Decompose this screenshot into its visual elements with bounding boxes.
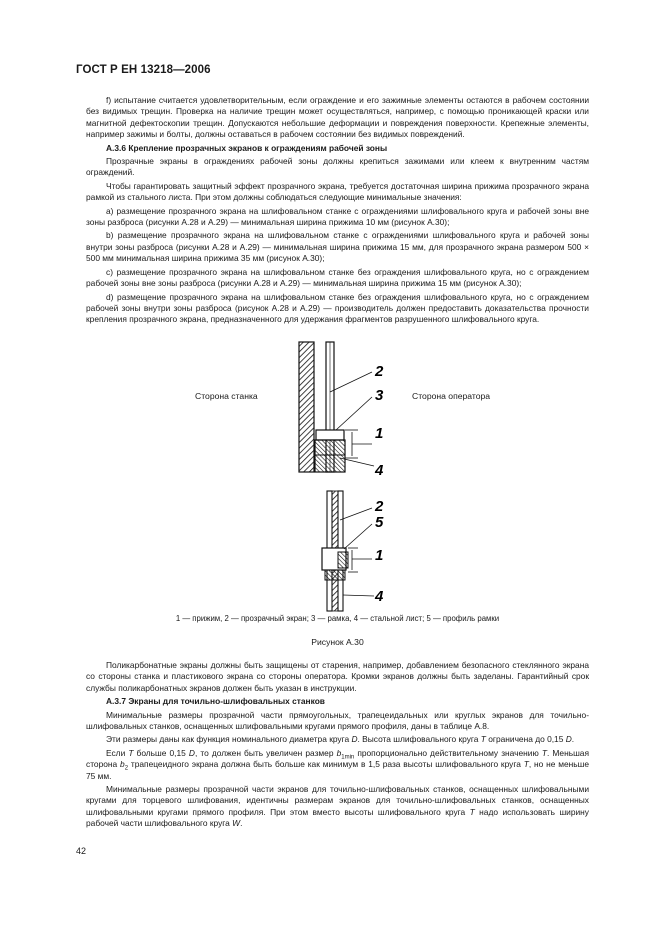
section-heading-a36: А.3.6 Крепление прозрачных экранов к ограждениям рабочей зоны [106,142,388,153]
list-item-c: с) размещение прозрачного экрана на шлифовальном станке без ограждения шлифовального круга, но с ограждением рабочей зоны вне зоны разброса (рисунки А.28 и А.29) — минимальная ширина прижима 15 мм (рисунок А.30); [86,266,589,289]
callout-number: 2 [375,363,384,380]
top-text-block [86,95,589,328]
frame-profile [322,548,346,570]
figure-title: Рисунок А.30 [311,637,364,647]
steel-sheet [299,342,314,472]
steel-sheet [325,570,345,580]
list-item-b: b) размещение прозрачного экрана на шлифовальном станке с ограждениями шлифовального круга и рабочей зоны внутри зоны разброса (рисунки А.28 и А.29) — минимальная ширина прижима 15 мм, для прозрачного экрана размером 500 × 500 мм минимальная ширина прижима 35 мм (рисунок А.30); [86,230,589,264]
paragraph: Минимальные размеры прозрачной части прямоугольных, трапецеидальных или круглых экранов для точильно-шлифовальных станков, оснащенных шлифовальными кругами прямого профиля, даны в таблице А.8. [86,709,589,732]
clamp [315,440,345,472]
document-header: ГОСТ Р ЕН 13218—2006 [76,64,211,76]
callout-number: 4 [375,462,384,479]
screen-left [327,491,332,611]
bottom-text-block [86,660,589,832]
list-item-d: d) размещение прозрачного экрана на шлифовальном станке без ограждения шлифовального круга, но с ограждением рабочей зоны внутри зоны разброса (рисунок А.28 и А.29) — производитель должен предоставить доказательства прочности крепления прозрачного экрана, предназначенного для удержания фрагментов разрушенного шлифовального круга. [86,291,589,325]
figure-caption: 1 — прижим, 2 — прозрачный экран; 3 — рамка, 4 — стальной лист; 5 — профиль рамки [175,614,500,623]
callout-number: 3 [375,387,384,404]
paragraph-polycarbonate: Поликарбонатные экраны должны быть защищены от старения, например, добавлением безопасного стеклянного экрана со стороны станка и пластикового экрана со стороны оператора. Кромки экранов должны быть заделаны. Гарантийный срок службы поликарбонатных экранов должен быть указан в инструкции. [86,660,589,693]
list-item-a: а) размещение прозрачного экрана на шлифовальном станке с ограждениями шлифовального круга и рабочей зоны вне зоны разброса (рисунки А.28 и А.29) — минимальная ширина прижима 10 мм (рисунок А.30); [86,205,589,228]
top-detail [299,342,384,479]
clamp [338,552,348,568]
paragraph: Минимальные размеры прозрачной части экранов для точильно-шлифовальных станков, оснащенных шлифовальными кругами для торцевого шлифования, идентичны размерам экранов для точильно-шлифовальных станков, оснащенных шлифовальными кругами прямого профиля. При этом вместо высоты шлифовального круга T надо использовать ширину рабочей части шлифовального круга W. [86,784,589,829]
callout-number: 4 [375,588,384,605]
transparent-screen [332,491,338,611]
page-number: 42 [76,846,87,856]
callout-number: 1 [375,425,384,442]
transparent-screen [326,342,334,472]
callout-number: 1 [375,547,384,564]
bottom-detail [322,491,384,611]
screen-right [338,491,343,611]
paragraph: Если T больше 0,15 D, то должен быть увеличен размер $b_{1min}$ пропорционально действительному значению T. Меньшая сторона $b_2$ трапецеидного экрана должна быть больше как минимум в 1,5 раза высоты шлифовального круга T, но не меньше 75 мм. [86,747,590,781]
operator-side-label: Сторона оператора [412,391,491,401]
paragraph: Эти размеры даны как функция номинального диаметра круга D. Высота шлифовального круга T ограничена до 0,15 D. [106,734,575,745]
paragraph: Прозрачные экраны в ограждениях рабочей зоны должны крепиться зажимами или клеем к внутренним частям ограждений. [86,156,589,178]
frame [316,430,344,440]
callout-number: 2 [375,498,384,515]
section-heading-a37: А.3.7 Экраны для точильно-шлифовальных станков [106,696,325,707]
paragraph: Чтобы гарантировать защитный эффект прозрачного экрана, требуется достаточная ширина прижима прозрачного экрана рамкой из стального листа. При этом должны соблюдаться следующие минимальные значения: [86,180,589,203]
paragraph-f: f) испытание считается удовлетворительным, если ограждение и его зажимные элементы остаются в рабочем состоянии без видимых трещин. Проверка на наличие трещин может осуществляться, например, с помощью проникающей краски или магнитной дефектоскопии трещин. Допускаются небольшие деформации и повреждения поверхности. Крепежные элементы, например зажимы и болты, должны оставаться в рабочем состоянии без видимых повреждений. [86,95,589,140]
machine-side-label: Сторона станка [195,391,258,401]
callout-number: 5 [375,514,384,531]
